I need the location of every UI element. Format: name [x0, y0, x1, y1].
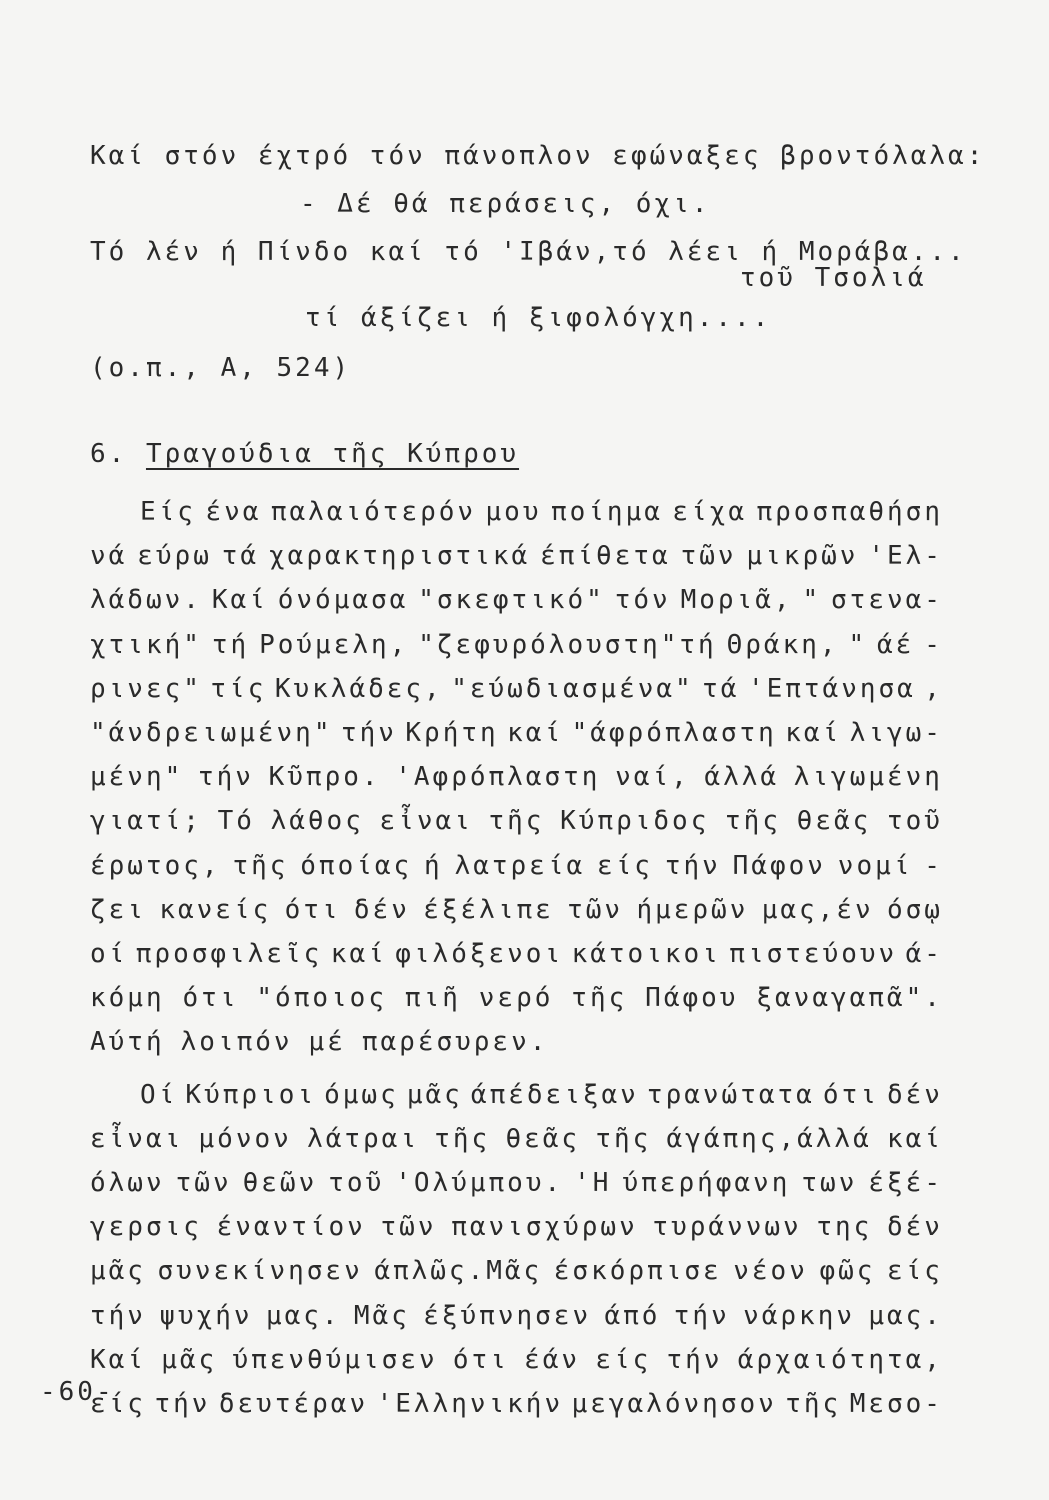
body-line: εἶναι μόνον λάτραι τῆς θεᾶς τῆς άγάπης,άλλά καί: [90, 1123, 943, 1154]
body-line: κόμη ότι "όποιος πιῆ νερό τῆς Πάφου ξαναγαπᾶ".: [90, 983, 943, 1014]
body-line: Οί Κύπριοι όμως μᾶς άπέδειξαν τρανώτατα ότι δέν: [140, 1079, 943, 1110]
poem-citation: (ο.π., Α, 524): [90, 353, 352, 383]
body-line: όλων τῶν θεῶν τοῦ 'Ολύμπου. 'Η ύπερήφανη των έξέ-: [90, 1168, 943, 1198]
poem-line-5: τί άξίζει ή ξιφολόγχη....: [305, 303, 772, 333]
body-line: γιατί; Τό λάθος εἶναι τῆς Κύπριδος τῆς θεᾶς τοῦ: [90, 806, 943, 837]
section-number: 6.: [90, 439, 128, 469]
body-line: γερσις έναντίον τῶν πανισχύρων τυράννων της δέν: [90, 1212, 943, 1243]
section-heading: [90, 438, 519, 470]
body-line: έρωτος, τῆς όποίας ή λατρεία είς τήν Πάφον νομί -: [90, 850, 943, 881]
page-number: -60-: [40, 1377, 115, 1407]
body-line: ρινες" τίς Κυκλάδες, "εύωδιασμένα" τά 'Επτάνησα ,: [90, 673, 943, 704]
body-line: μένη" τήν Κῦπρο. 'Αφρόπλαστη ναί, άλλά λιγωμένη: [90, 762, 943, 793]
body-line: "άνδρειωμένη" τήν Κρήτη καί "άφρόπλαστη καί λιγω-: [90, 718, 943, 748]
body-line: χτική" τή Ρούμελη, "ζεφυρόλουστη"τή Θράκη, " άέ -: [90, 629, 943, 660]
body-line: Αύτή λοιπόν μέ παρέσυρεν.: [90, 1027, 549, 1058]
body-line: νά εύρω τά χαρακτηριστικά έπίθετα τῶν μικρῶν 'Ελ-: [90, 541, 943, 572]
body-line: οί προσφιλεῖς καί φιλόξενοι κάτοικοι πιστεύουν ά-: [90, 939, 943, 969]
poem-line-1: Καί στόν έχτρό τόν πάνοπλον εφώναξες βροντόλαλα:: [90, 141, 986, 171]
body-line: λάδων. Καί όνόμασα "σκεφτικό" τόν Μοριᾶ, " στενα-: [90, 585, 943, 616]
poem-line-3: Τό λέν ή Πίνδο καί τό 'Ιβάν,τό λέει ή Μοράβα...: [90, 237, 967, 267]
body-line: είς τήν δευτέραν 'Ελληνικήν μεγαλόνησον τῆς Μεσο-: [90, 1389, 943, 1419]
body-line: μᾶς συνεκίνησεν άπλῶς.Μᾶς έσκόρπισε νέον φῶς είς: [90, 1256, 943, 1287]
body-line: τήν ψυχήν μας. Μᾶς έξύπνησεν άπό τήν νάρκην μας.: [90, 1300, 943, 1331]
section-title: Τραγούδια τῆς Κύπρου: [145, 439, 520, 469]
body-line: ζει κανείς ότι δέν έξέλιπε τῶν ήμερῶν μας,έν όσῳ: [90, 894, 943, 925]
body-line: Είς ένα παλαιότερόν μου ποίημα είχα προσπαθήση: [140, 497, 943, 527]
poem-line-4: τοῦ Τσολιά: [740, 263, 927, 293]
body-line: Καί μᾶς ύπενθύμισεν ότι έάν είς τήν άρχαιότητα,: [90, 1344, 943, 1375]
poem-line-2: - Δέ θά περάσεις, όχι.: [300, 189, 711, 219]
